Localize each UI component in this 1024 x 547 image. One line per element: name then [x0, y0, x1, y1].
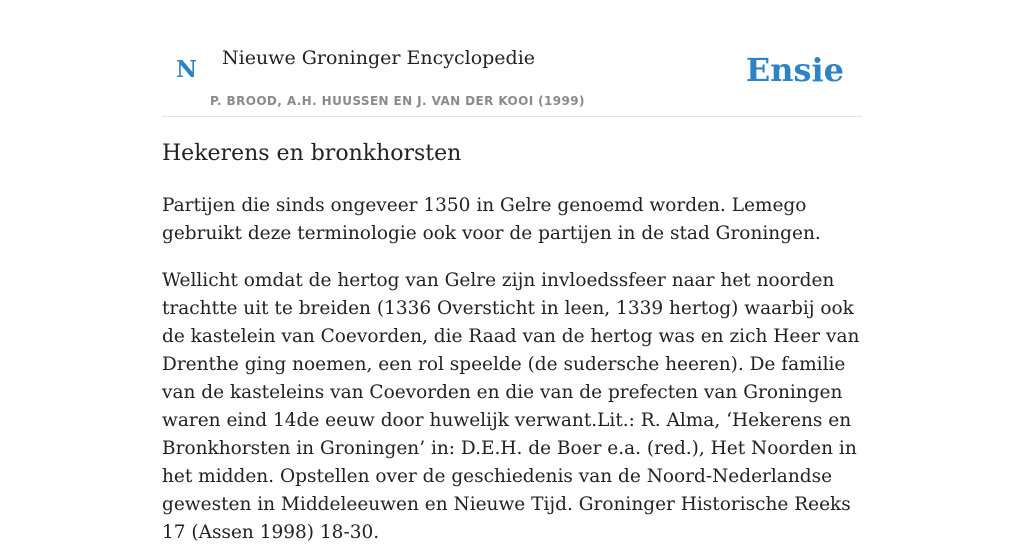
entry-title: Hekerens en bronkhorsten: [162, 141, 462, 166]
book-title-link[interactable]: Nieuwe Groninger Encyclopedie: [222, 47, 536, 69]
book-authors: P. BROOD, A.H. HUUSSEN EN J. VAN DER KOOI (1999): [210, 94, 585, 108]
entry-paragraph: Partijen die sinds ongeveer 1350 in Gelre genoemd worden. Lemego gebruikt deze terminologie ook voor de partijen in de stad Groningen.: [162, 195, 821, 244]
entry-paragraph: Wellicht omdat de hertog van Gelre zijn invloedssfeer naar het noorden trachtte uit te breiden (1336 Oversticht in leen, 1339 hertog) waarbij ook de kastelein van Coevorden, die Raad van de hertog was en zich Heer van Drenthe ging noemen, een rol speelde (de sudersche heeren). De familie van de kasteleins van Coevorden en die van de prefecten van Groningen waren eind 14de eeuw door huwelijk verwant.Lit.: R. Alma, ‘Hekerens en Bronkhorsten in Groningen’ in: D.E.H. de Boer e.a. (red.), Het Noorden in het midden. Opstellen over de geschiedenis van de Noord-Nederlandse gewesten in Middeleeuwen en Nieuwe Tijd. Groninger Historische Reeks 17 (Assen 1998) 18-30.: [162, 270, 860, 543]
entry-content: [162, 138, 862, 547]
book-logo-icon[interactable]: N: [176, 56, 198, 83]
ensie-logo[interactable]: Ensie: [745, 51, 844, 89]
book-header: [162, 0, 862, 117]
entry-body: [162, 192, 862, 547]
